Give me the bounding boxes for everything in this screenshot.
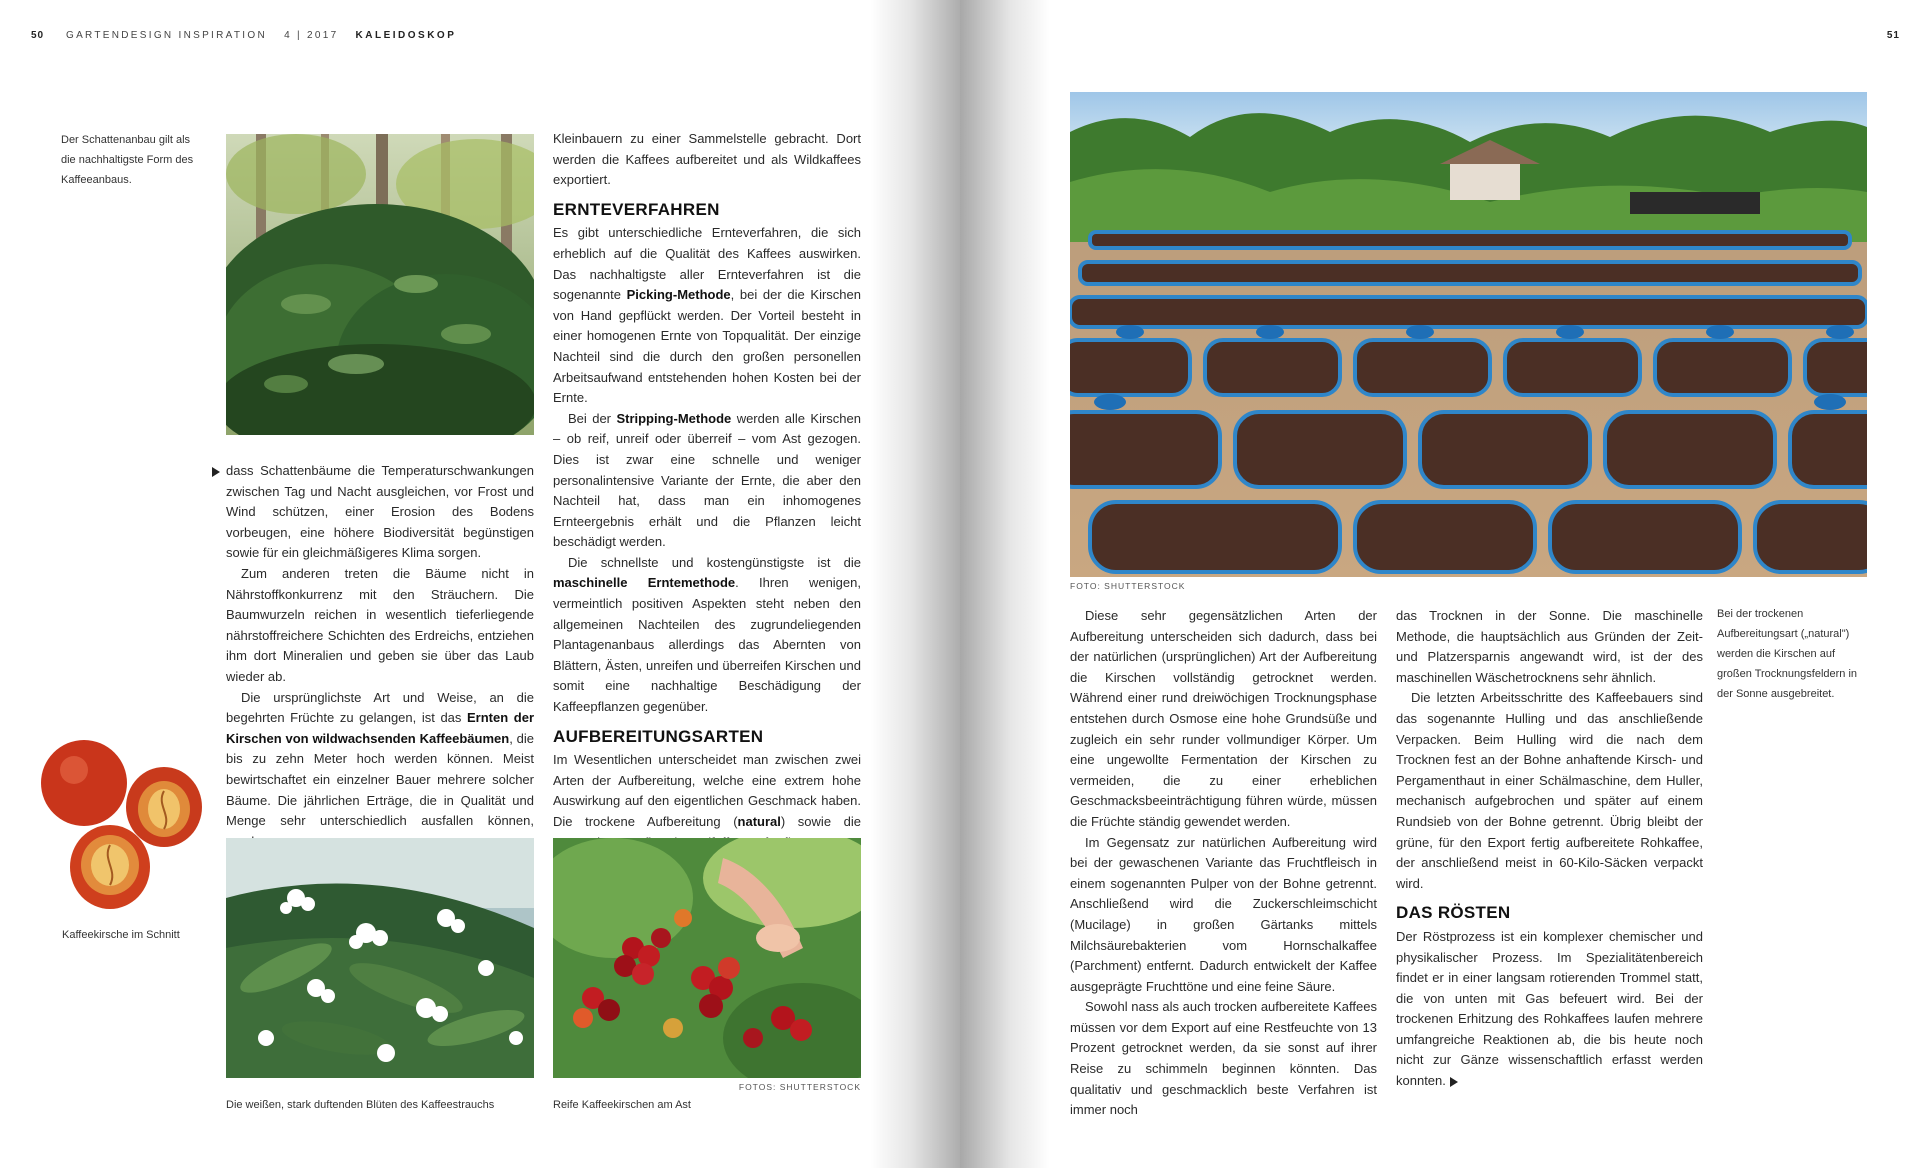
paragraph: dass Schattenbäume die Temperaturschwankungen zwischen Tag und Nacht ausgleichen, vor Frost und Wind schützen, einer Erosion des Bodens vorbeugen, eine höhere Biodiversität begünstigen sowie für ein gleichmäßigeres Klima sorgen. xyxy=(226,463,534,561)
photo-credit-left: FOTOS: SHUTTERSTOCK xyxy=(738,1082,861,1092)
left-column-2 xyxy=(553,129,861,853)
paragraph: Kleinbauern zu einer Sammelstelle gebracht. Dort werden die Kaffees aufbereitet und als Wildkaffees exportiert. xyxy=(553,131,861,188)
right-page xyxy=(960,0,1920,1168)
spine-shadow-right xyxy=(960,0,1050,1168)
page-number-left: 50 xyxy=(31,30,45,41)
right-column-2 xyxy=(1396,606,1703,1092)
photo-drying-field xyxy=(1070,92,1867,577)
paragraph: Die schnellste und kostengünstigste ist die maschinelle Erntemethode. Ihren wenigen, vermeintlich positiven Aspekten steht neben den allgemeinen Nachteilen des zugrundeliegenden Plantagenanbaus allerdings das Abernten von Blättern, Ästen, unreifen und überreifen Kirschen und somit eine nachhaltige Beschädigung der Kaffeepflanzen gegenüber. xyxy=(553,554,861,715)
paragraph: Sowohl nass als auch trocken aufbereitete Kaffees müssen vor dem Export auf eine Restfeuchte von 13 Prozent getrocknet werden, da sie sonst auf ihrer Reise zu schimmeln beginnen könnten. Das qualitativ und geschmacklich beste Verfahren ist immer noch xyxy=(1070,999,1377,1118)
paragraph: Der Röstprozess ist ein komplexer chemischer und physikalischer Prozess. Im Spezialitätenbereich findet er in einer langsam rotierenden Trommel statt, die von unten mit Gas befeuert wird. Bei der trockenen Erhitzung des Rohkaffees laufen mehrere umfangreiche Reaktionen ab, die bis heute noch nicht zur Gänze wissenschaftlich erfasst werden konnten. xyxy=(1396,928,1703,1089)
photo-coffee-shrubs xyxy=(226,134,534,435)
spine-shadow-left xyxy=(870,0,960,1168)
paragraph: Es gibt unterschiedliche Ernteverfahren, die sich erheblich auf die Qualität des Kaffees auswirken. Das nachhaltigste aller Ernteverfahren ist die sogenannte Picking-Methode, bei der die Kirschen von Hand gepflückt werden. Der Vorteil besteht in einer homogenen Ernte von Topqualität. Der einzige Nachteil sind die durch den großen personellen Arbeitsaufwand entstehenden hohen Kosten bei der Ernte. xyxy=(553,225,861,406)
photo-coffee-cherry-cut xyxy=(36,735,206,915)
page-number-right: 51 xyxy=(1886,30,1900,41)
paragraph: Diese sehr gegensätzlichen Arten der Aufbereitung unterscheiden sich dadurch, dass bei der natürlichen (ursprünglichen) Art der Aufbereitung die Kirschen vollständig getrocknet werden. Während einer rund dreiwöchigen Trocknungsphase entstehen durch Osmose eine hohe Grundsüße und zugleich ein sehr runder vollmundiger Körper. Um eine ungewollte Fermentation der Kirschen zu vermeiden, die zu einer erheblichen Geschmacksbeeinträchtigung führen würde, müssen die Früchte ständig gewendet werden. xyxy=(1070,608,1377,829)
caption-coffee-blossoms: Die weißen, stark duftenden Blüten des Kaffeestrauchs xyxy=(226,1099,495,1111)
paragraph: Bei der Stripping-Methode werden alle Kirschen – ob reif, unreif oder überreif – vom Ast gezogen. Dies ist zwar eine schnelle und weniger personalintensive Variante der Ernte, die aber den Nachteil hat, dass man ein inhomogenes Ernteergebnis erhält und die Pflanzen leicht beschädigt werden. xyxy=(553,410,861,550)
photo-credit-right: FOTO: SHUTTERSTOCK xyxy=(1070,581,1186,591)
paragraph: Zum anderen treten die Bäume nicht in Nährstoffkonkurrenz mit den Sträuchern. Die Baumwurzeln reichen in wesentlich tieferliegende nährstoffreichere Schichten des Erdreichs, entziehen ihm dort Mineralien und geben sie über das Laub wieder ab. xyxy=(226,565,534,684)
heading-das-roesten: DAS RÖSTEN xyxy=(1396,903,1511,923)
paragraph: Im Gegensatz zur natürlichen Aufbereitung wird bei der gewaschenen Variante das Fruchtfleisch in einem sogenannten Pulper von der Bohne getrennt. Anschließend wird die Zuckerschleimschicht (Mucilage) in großen Gärtanks mittels Milchsäurebakterien vom Hornschalkaffee (Parchment) entfernt. Dadurch entwickelt der Kaffee ausgeprägte Fruchttöne und eine feine Säure. xyxy=(1070,834,1377,994)
caption-coffee-cherry: Kaffeekirsche im Schnitt xyxy=(62,929,180,941)
paragraph: Die letzten Arbeitsschritte des Kaffeebauers sind das sogenannte Hulling und das anschließende Verpacken. Beim Hulling wird die nach dem Trocknen fest an der Bohne anhaftende Kirsch- und Pergamenthaut in einer Schälmaschine, dem Huller, mechanisch aufgebrochen und später auf einem Rundsieb von der Bohne getrennt. Übrig bleibt der grüne, für den Export fertig aufbereitete Rohkaffee, der anschließend meist in 60-Kilo-Säcken verpackt wird. xyxy=(1396,690,1703,891)
caption-drying-field: Bei der trockenen Aufbereitungsart („natural") werden die Kirschen auf großen Trocknungsfeldern in der Sonne ausgebreitet. xyxy=(1717,608,1858,700)
running-header xyxy=(66,30,456,41)
left-column-1 xyxy=(226,461,534,852)
issue-number: 4 | 2017 xyxy=(284,30,339,41)
section-title: KALEIDOSKOP xyxy=(355,30,457,41)
paragraph: Die ursprünglichste Art und Weise, an die begehrten Früchte zu gelangen, ist das Ernten der Kirschen von wildwachsenden Kaffeebäumen, die bis zu zehn Meter hoch werden können. Meist bewirtschaftet ein einzelner Bauer mehrere solcher Bäume. Die jährlichen Erträge, die in Qualität und Menge sehr unterschiedlich ausfallen können, xyxy=(226,689,534,829)
paragraph: das Trocknen in der Sonne. Die maschinelle Methode, die hauptsächlich aus Gründen der Zeit- und Platzersparnis angewandt wird, ist der des maschinellen Wäschetrocknens sehr ähnlich. xyxy=(1396,608,1703,685)
end-arrow-icon xyxy=(1450,1077,1458,1087)
caption-shade-growing: Der Schattenanbau gilt als die nachhaltigste Form des Kaffeeanbaus. xyxy=(61,134,194,186)
caption-ripe-cherries: Reife Kaffeekirschen am Ast xyxy=(553,1099,691,1111)
photo-ripe-cherries xyxy=(553,838,861,1078)
heading-ernteverfahren: ERNTEVERFAHREN xyxy=(553,199,720,219)
magazine-title: GARTENDESIGN INSPIRATION xyxy=(66,30,267,41)
paragraph: Im Wesentlichen unterscheidet man zwischen zwei Arten der Aufbereitung, welche eine extrem hohe Auswirkung auf den eigentlichen Geschmack haben. Die trockene Aufbereitung (natural) sowie die xyxy=(553,752,861,829)
heading-aufbereitungsarten: AUFBEREITUNGSARTEN xyxy=(553,726,764,746)
right-column-1 xyxy=(1070,606,1377,1121)
photo-coffee-blossoms xyxy=(226,838,534,1078)
continuation-arrow-icon xyxy=(212,467,220,477)
